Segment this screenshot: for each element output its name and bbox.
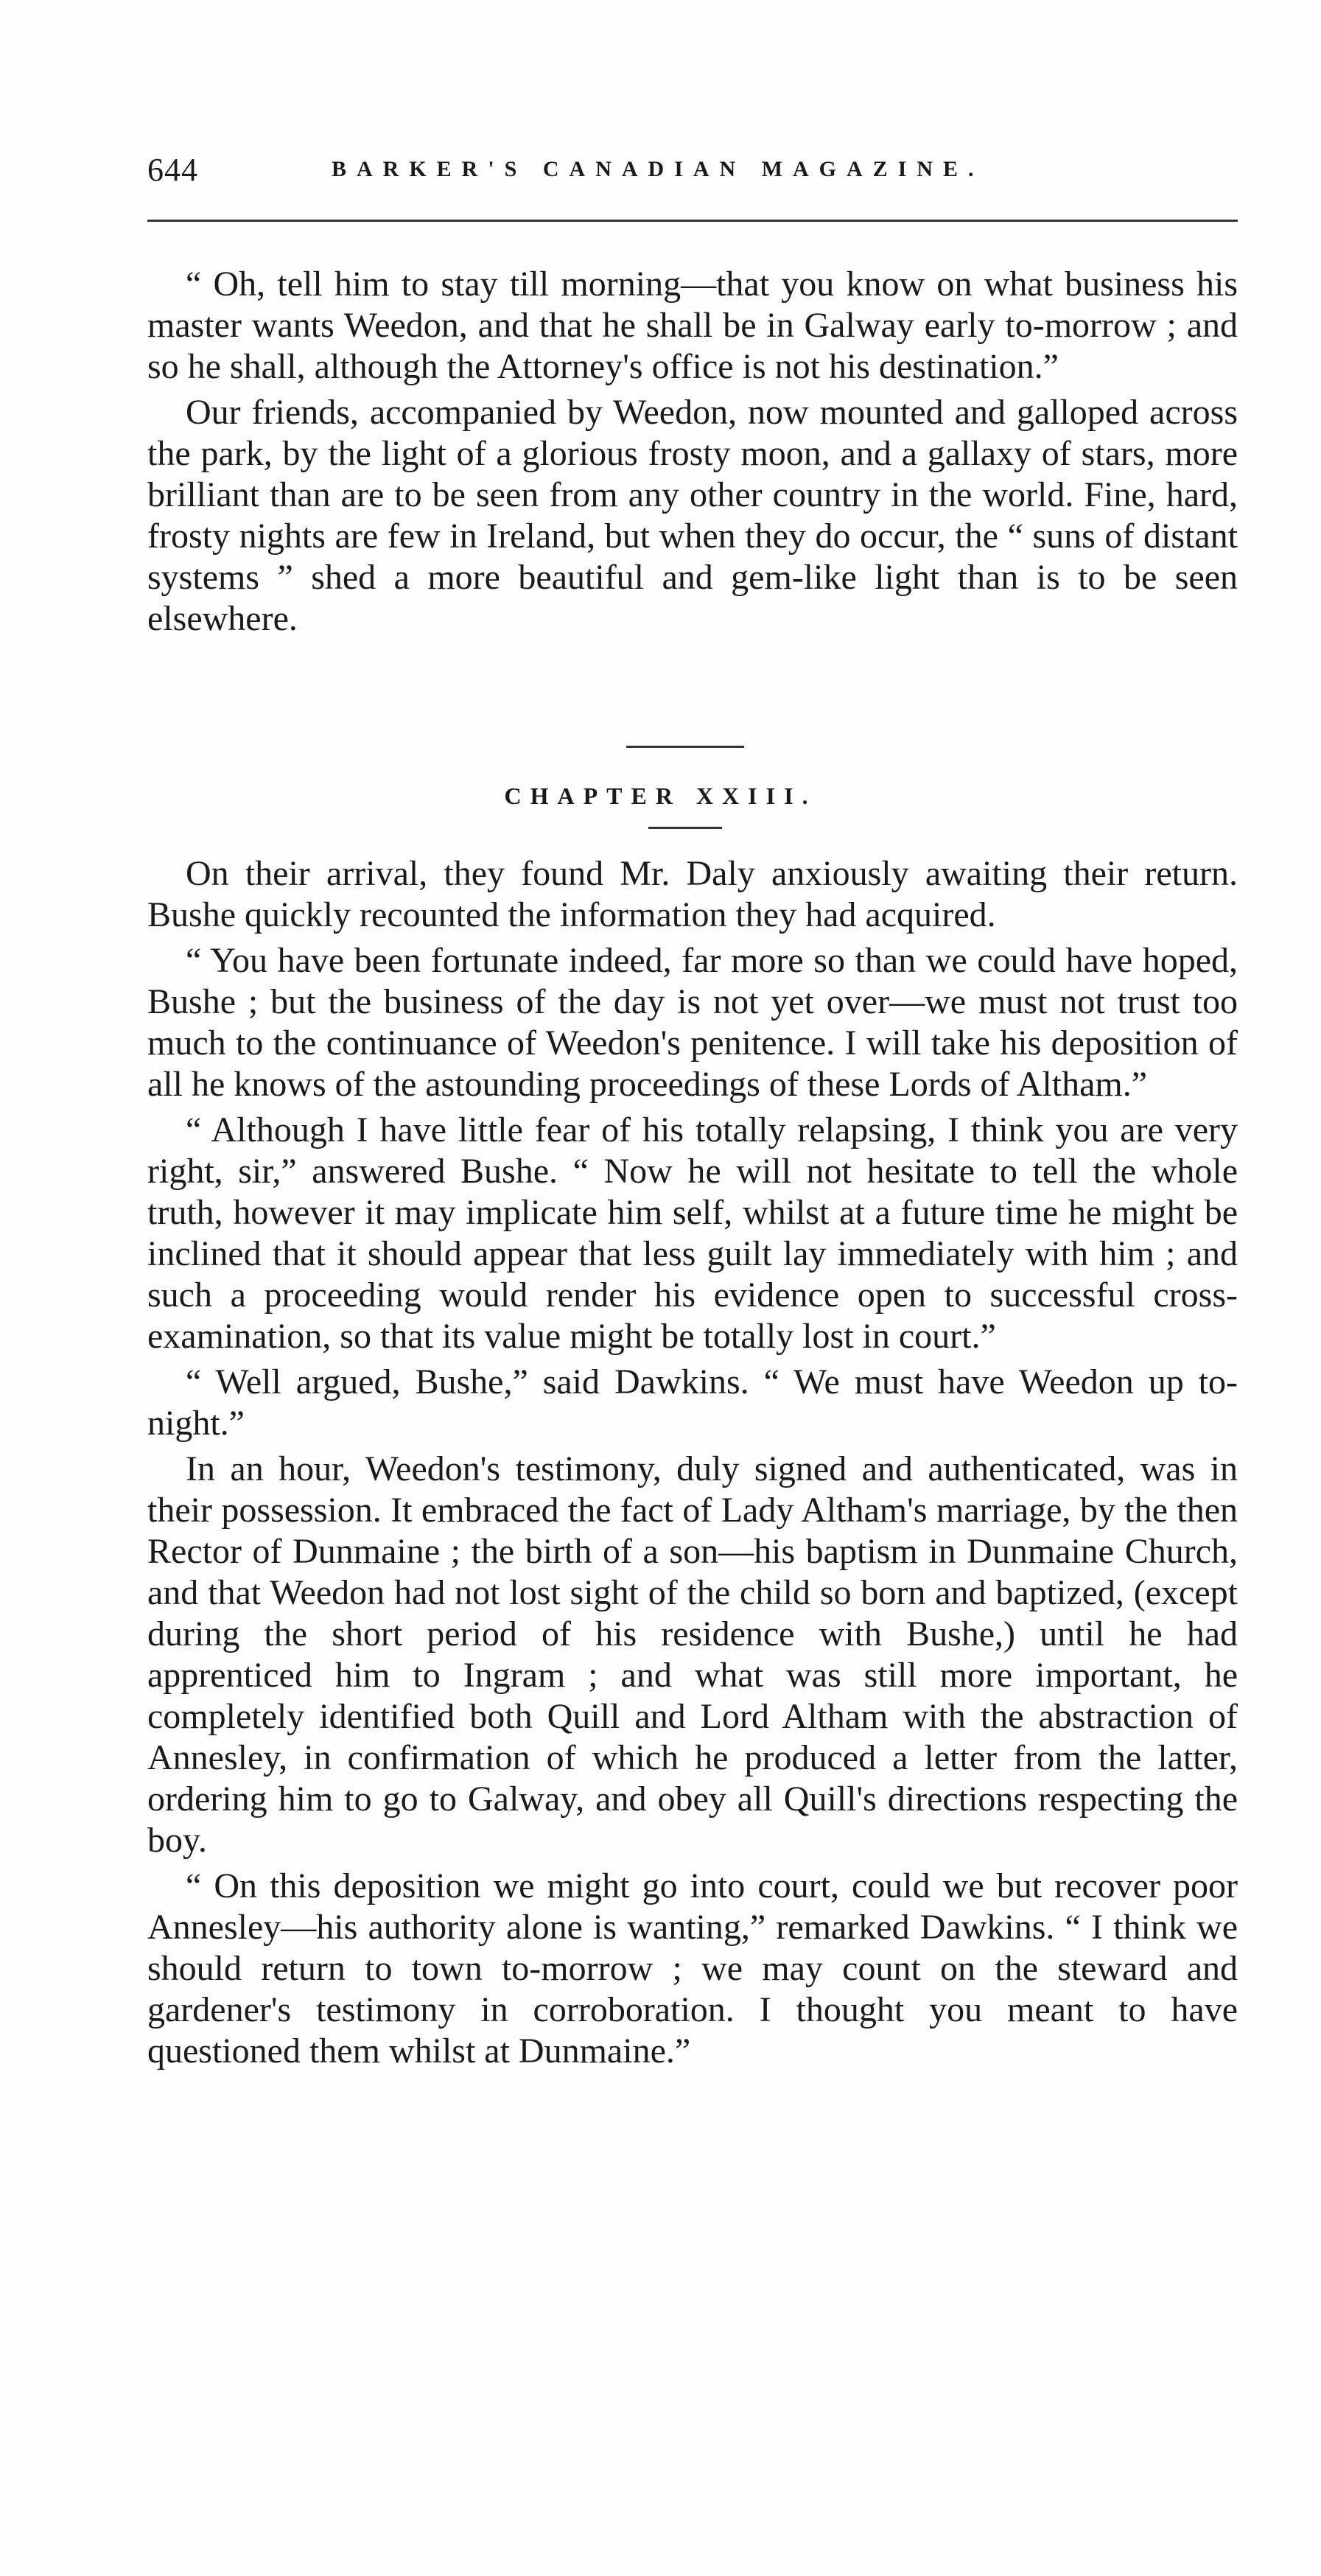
paragraph: In an hour, Weedon's testimony, duly signed and authenticated, was in their possession. It embraced the fact of Lady Altham's marriage, by the then Rector of Dunmaine ; the birth of a son—his baptism in Dunmaine Church, and that Weedon had not lost sight of the child so born and baptized, (except during the short period of his residence with Bushe,) until he had apprenticed him to Ingram ; and what was still more important, he completely identified both Quill and Lord Altham with the abstraction of Annesley, in confirmation of which he produced a letter from the latter, ordering him to go to Galway, and obey all Quill's directions respecting the boy. bbox=[147, 1449, 1238, 1860]
paragraph: On their arrival, they found Mr. Daly anxiously awaiting their return. Bushe quickly recounted the information they had acquired. bbox=[147, 854, 1238, 934]
text-block-before-chapter bbox=[147, 264, 1238, 644]
chapter-divider-top bbox=[626, 746, 744, 748]
paragraph: Our friends, accompanied by Weedon, now mounted and galloped across the park, by the light of a glorious frosty moon, and a gallaxy of stars, more brilliant than are to be seen from any other country in the world. Fine, hard, frosty nights are few in Ireland, but when they do occur, the “ suns of distant systems ” shed a more beautiful and gem-like light than is to be seen elsewhere. bbox=[147, 393, 1238, 638]
paragraph: “ On this deposition we might go into court, could we but recover poor Annesley—his authority alone is wanting,” remarked Dawkins. “ I think we should return to town to-morrow ; we may count on the steward and gardener's testimony in corroboration. I thought you meant to have questioned them whilst at Dunmaine.” bbox=[147, 1866, 1238, 2071]
paragraph: “ Oh, tell him to stay till morning—that you know on what business his master wants Weedon, and that he shall be in Galway early to-morrow ; and so he shall, although the Attorney's office is not his destination.” bbox=[147, 265, 1238, 386]
running-title: BARKER'S CANADIAN MAGAZINE. bbox=[332, 157, 984, 181]
chapter-heading: CHAPTER XXIII. bbox=[504, 783, 817, 809]
paragraph: “ Well argued, Bushe,” said Dawkins. “ We must have Weedon up to-night.” bbox=[147, 1362, 1238, 1443]
header-rule bbox=[147, 220, 1238, 222]
page-header bbox=[147, 151, 1238, 195]
page-number: 644 bbox=[147, 152, 198, 188]
paragraph: “ Although I have little fear of his totally relapsing, I think you are very right, sir,” answered Bushe. “ Now he will not hesitate to tell the whole truth, however it may implicate him self, whilst at a future time he might be inclined that it should appear that less guilt lay immediately with him ; and such a proceeding would render his evidence open to successful cross-examination, so that its value might be totally lost in court.” bbox=[147, 1110, 1238, 1356]
paragraph: “ You have been fortunate indeed, far more so than we could have hoped, Bushe ; but the business of the day is not yet over—we must not trust too much to the continuance of Weedon's penitence. I will take his deposition of all he knows of the astounding proceedings of these Lords of Altham.” bbox=[147, 941, 1238, 1104]
text-block-after-chapter bbox=[147, 853, 1238, 2076]
chapter-divider-bottom bbox=[648, 827, 722, 829]
